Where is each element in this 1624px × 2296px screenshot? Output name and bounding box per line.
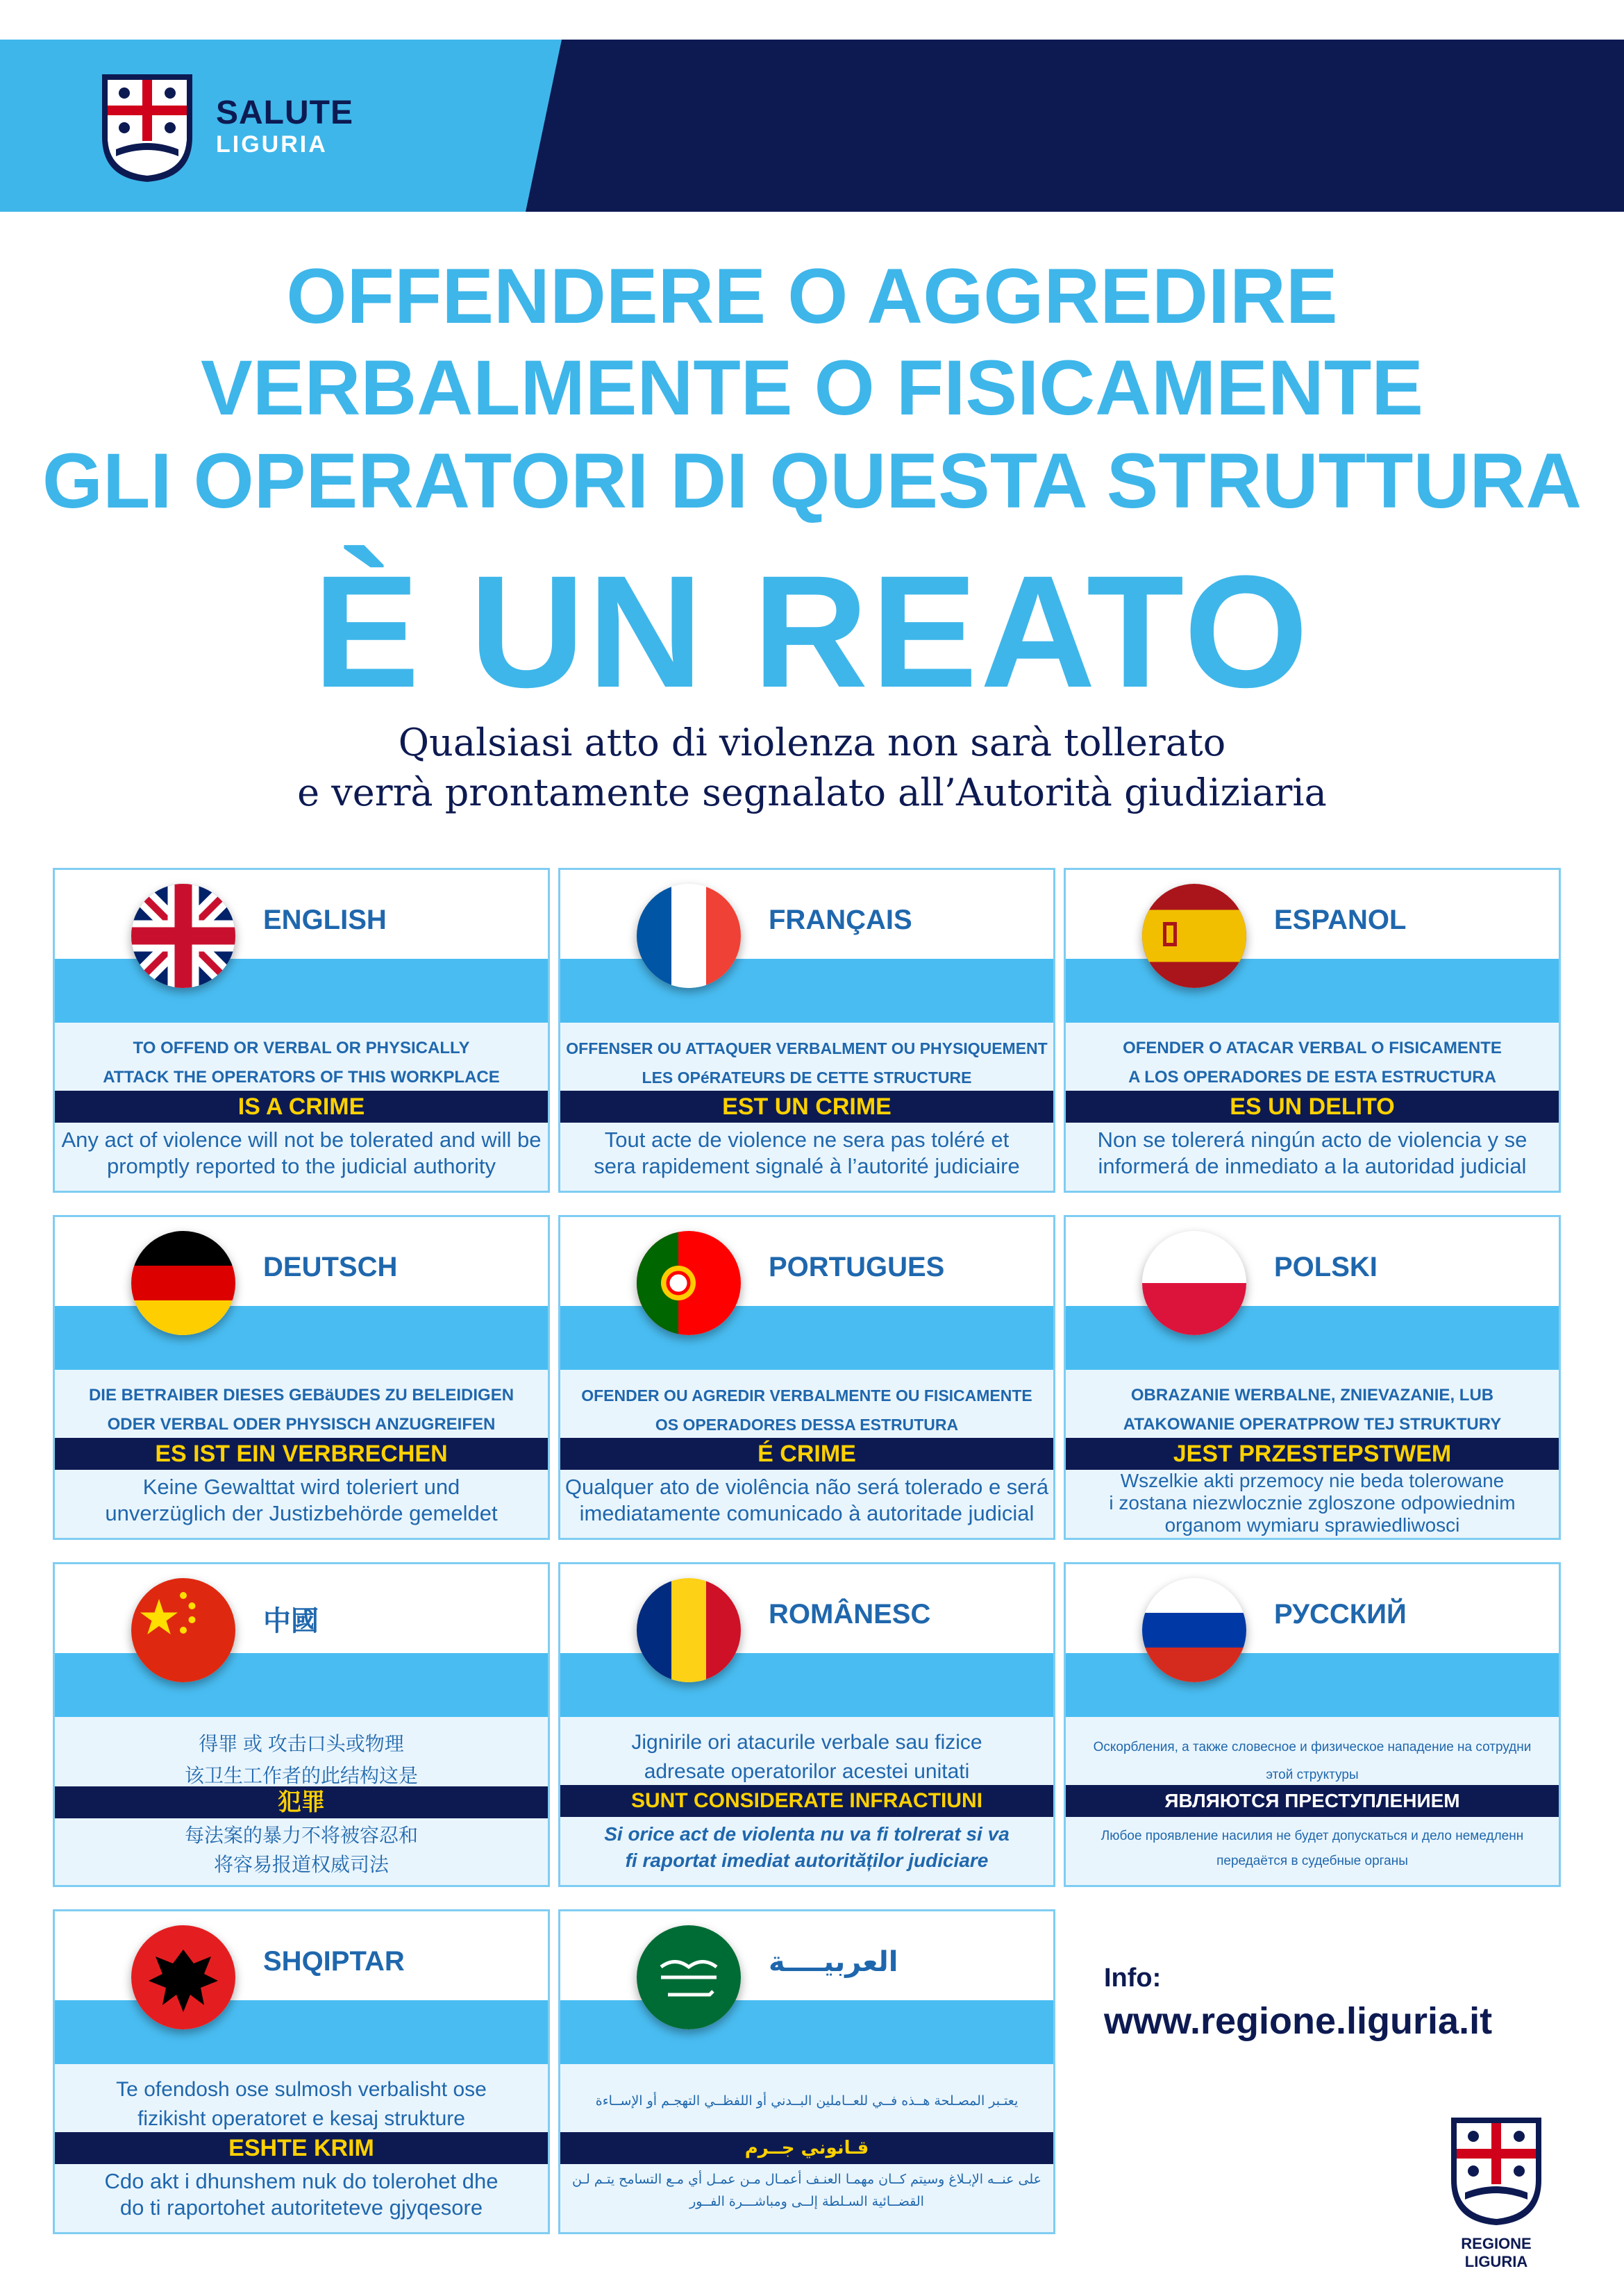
romania-flag-icon: [637, 1578, 741, 1682]
card-policy-text: Keine Gewalttat wird toleriert und unverzüglich der Justizbehörde gemeldet: [105, 1475, 498, 1525]
headline-line-1: OFFENDERE O AGGREDIRE: [286, 253, 1338, 340]
card-offense-text: OFENDER O ATACAR VERBAL O FISICAMENTE A LOS OPERADORES DE ESTA ESTRUCTURA: [1123, 1039, 1502, 1087]
card-crime-label: ES UN DELITO: [1066, 1091, 1559, 1123]
poland-flag-icon: [1142, 1231, 1246, 1335]
card-language-title: العربيــــة: [769, 1946, 898, 1978]
card-crime-label: ES IST EIN VERBRECHEN: [55, 1438, 548, 1470]
subtitle-line-1: Qualsiasi atto di violenza non sarà tollerato: [398, 721, 1226, 764]
headline-line-3: GLI OPERATORI DI QUESTA STRUTTURA: [42, 437, 1582, 524]
germany-flag-icon: [131, 1231, 235, 1335]
card-chinese: [53, 1562, 550, 1887]
card-language-title: РУССКИЙ: [1274, 1599, 1407, 1629]
card-crime-label: JEST PRZESTEPSTWEM: [1066, 1438, 1559, 1470]
card-crime-label: قـانوني جــرم: [560, 2132, 1053, 2164]
card-policy-text: Non se tolererá ningún acto de violencia y se informerá de inmediato a la autoridad judicial: [1097, 1128, 1527, 1178]
card-crime-label: IS A CRIME: [55, 1091, 548, 1123]
regione-crest-icon: [1444, 2111, 1548, 2229]
card-crime-label: EST UN CRIME: [560, 1091, 1053, 1123]
card-portuguese: [558, 1215, 1055, 1540]
card-policy-text: Qualquer ato de violência não será tolerado e será imediatamente comunicado à autoritade judicial: [564, 1475, 1049, 1525]
card-german: [53, 1215, 550, 1540]
header-banner: [0, 40, 1624, 212]
card-offense-text: يعتـبر المصـلحة هــذه فــي للعــاملين البــدني أو اللفظــي التهجـم أو الإســاءة: [595, 2093, 1019, 2109]
card-language-title: DEUTSCH: [263, 1252, 398, 1282]
card-crime-label: 犯罪: [55, 1786, 548, 1818]
card-policy-text: Wszelkie akti przemocy nie beda tolerowane i zostana niezwlocznie zgloszone odpowiednim organom wymiaru sprawiedliwosci: [1109, 1470, 1516, 1536]
card-language-title: 中國: [263, 1605, 319, 1637]
header-dark-panel: [526, 40, 1624, 212]
card-polish: [1064, 1215, 1561, 1540]
card-spanish: [1064, 868, 1561, 1193]
card-english: [53, 868, 550, 1193]
card-romanian: [558, 1562, 1055, 1887]
card-language-title: SHQIPTAR: [263, 1946, 405, 1977]
card-language-title: FRANÇAIS: [769, 905, 912, 935]
card-language-title: PORTUGUES: [769, 1252, 945, 1282]
card-policy-text: Tout acte de violence ne sera pas toléré et sera rapidement signalé à l’autorité judiciaire: [594, 1128, 1020, 1178]
headline-main: È UN REATO: [312, 542, 1312, 721]
card-policy-text: Любое проявление насилия не будет допускаться и дело немедленн передаётся в судебные органы: [1100, 1829, 1524, 1868]
card-offense-text: OFFENSER OU ATTAQUER VERBALMENT OU PHYSIQUEMENT LES OPéRATEURS DE CETTE STRUCTURE: [566, 1039, 1048, 1087]
card-crime-label: É CRIME: [560, 1438, 1053, 1470]
card-russian: [1064, 1562, 1561, 1887]
card-offense-text: OFENDER OU AGREDIR VERBALMENTE OU FISICAMENTE OS OPERADORES DESSA ESTRUTURA: [581, 1386, 1032, 1434]
china-flag-icon: [131, 1578, 235, 1682]
portugal-flag-icon: [637, 1231, 741, 1335]
card-crime-label: ЯВЛЯЮТСЯ ПРЕСТУПЛЕНИЕМ: [1066, 1785, 1559, 1817]
france-flag-icon: [637, 884, 741, 988]
shield-crest-icon: [95, 67, 199, 185]
card-language-title: ESPANOL: [1274, 905, 1407, 935]
spain-flag-icon: [1142, 884, 1246, 988]
card-language-title: ROMÂNESC: [769, 1599, 931, 1629]
footer-label: REGIONE LIGURIA: [1461, 2235, 1532, 2270]
brand-logo[interactable]: [95, 67, 353, 185]
card-albanian: [53, 1909, 550, 2234]
uk-flag-icon: [131, 884, 235, 988]
card-offense-text: Te ofendosh ose sulmosh verbalisht ose fizikisht operatoret e kesaj strukture: [116, 2078, 487, 2130]
brand-subtitle: LIGURIA: [216, 131, 328, 158]
card-crime-label: SUNT CONSIDERATE INFRACTIUNI: [560, 1785, 1053, 1817]
subtitle-line-2: e verrà prontamente segnalato all’Autorità giudiziaria: [297, 771, 1327, 814]
card-language-title: ENGLISH: [263, 905, 387, 935]
brand-title: SALUTE: [216, 94, 353, 131]
card-french: [558, 868, 1055, 1193]
card-offense-text: 得罪 或 攻击口头或物理 该卫生工作者的此结构这是: [184, 1733, 418, 1786]
card-policy-text: Si orice act de violenta nu va fi tolrerat si va fi raportat imediat autorităților judiciare: [604, 1823, 1010, 1871]
info-label: Info:: [1104, 1963, 1162, 1993]
card-policy-text: Any act of violence will not be tolerated and will be promptly reported to the judicial authority: [61, 1128, 542, 1178]
card-policy-text: Cdo akt i dhunshem nuk do tolerohet dhe do ti raportohet autoriteteve gjyqesore: [104, 2169, 499, 2220]
card-offense-text: Оскорбления, а также словесное и физическое нападение на сотрудни этой структуры: [1093, 1740, 1532, 1782]
card-language-title: POLSKI: [1274, 1252, 1378, 1282]
card-policy-text: على عنــه الإبـلاغ وسيتم كــان مهمـا العنـف أعمـال مـن عمـل أي مـع التسامح يتـم لـن القضــائية السـلطة إلــى ومباشـــرة الفــور: [572, 2172, 1041, 2209]
card-offense-text: Jignirile ori atacurile verbale sau fizice adresate operatorilor acestei unitati: [631, 1731, 982, 1783]
card-arabic: [558, 1909, 1055, 2234]
card-offense-text: DIE BETRAIBER DIESES GEBäUDES ZU BELEIDIGEN ODER VERBAL ODER PHYSISCH ANZUGREIFEN: [88, 1386, 514, 1434]
headline-line-2: VERBALMENTE O FISICAMENTE: [201, 344, 1423, 431]
card-offense-text: TO OFFEND OR VERBAL OR PHYSICALLY ATTACK THE OPERATORS OF THIS WORKPLACE: [103, 1039, 500, 1087]
albania-flag-icon: [131, 1925, 235, 2029]
card-crime-label: ESHTE KRIM: [55, 2132, 548, 2164]
card-offense-text: OBRAZANIE WERBALNE, ZNIEVAZANIE, LUB ATAKOWANIE OPERATPROW TEJ STRUKTURY: [1123, 1386, 1502, 1434]
info-website-link[interactable]: www.regione.liguria.it: [1104, 2000, 1493, 2042]
saudi-flag-icon: [637, 1925, 741, 2029]
russia-flag-icon: [1142, 1578, 1246, 1682]
card-policy-text: 每法案的暴力不将被容忍和 将容易报道权威司法: [184, 1825, 418, 1875]
footer-logo: [1444, 2111, 1548, 2271]
